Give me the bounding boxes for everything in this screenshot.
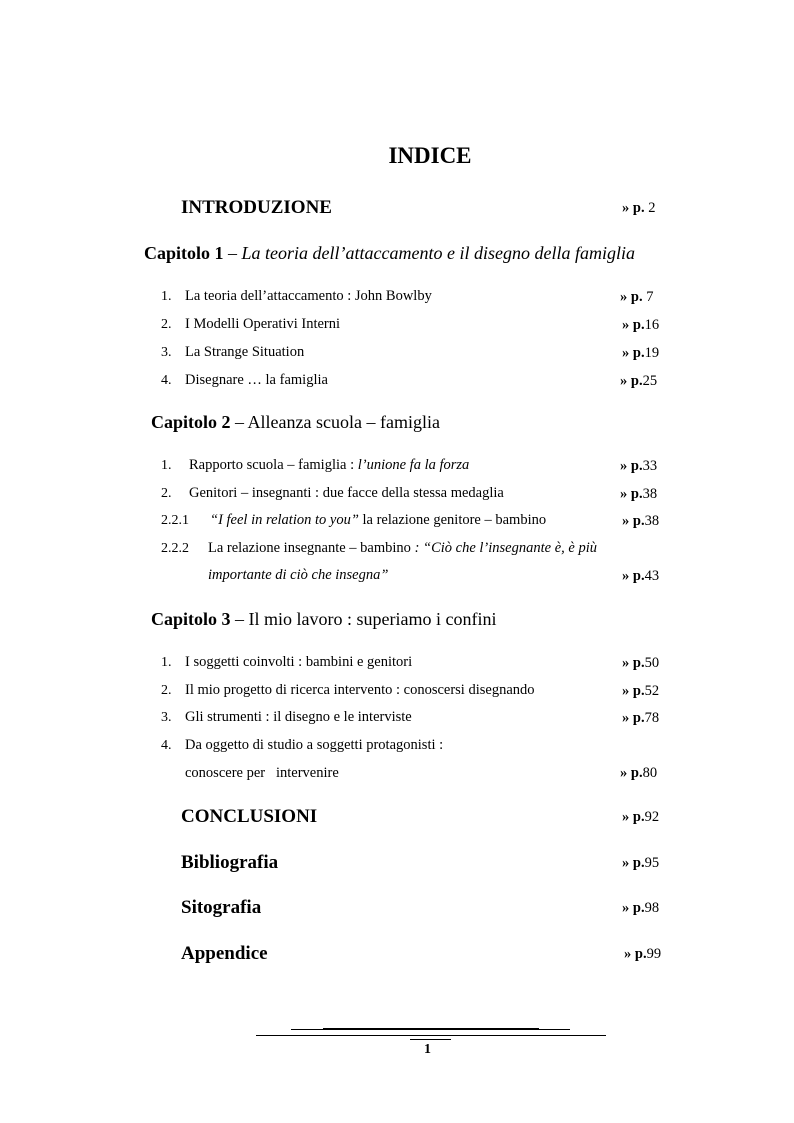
chapter-1-item-number: 1. <box>161 289 172 304</box>
footer-rule-small <box>410 1039 451 1040</box>
page-title: INDICE <box>388 143 472 168</box>
footer-rule-accent <box>323 1028 539 1030</box>
chapter-3-item-page: » p.50 <box>622 655 660 671</box>
bibliografia-page: » p.95 <box>622 855 660 871</box>
intro-label: INTRODUZIONE <box>181 197 332 218</box>
chapter-2-heading: Capitolo 2 – Alleanza scuola – famiglia <box>151 412 440 432</box>
chapter-2-item-number: 2. <box>161 486 172 501</box>
chapter-1-item-title: La Strange Situation <box>185 344 305 360</box>
chapter-1-heading: Capitolo 1 – La teoria dell’attaccamento e il disegno della famiglia <box>144 243 635 263</box>
chapter-3-item-title: Gli strumenti : il disegno e le interviste <box>185 709 412 725</box>
chapter-1-item-title: La teoria dell’attaccamento : John Bowlby <box>185 288 432 304</box>
chapter-1-item-title: Disegnare … la famiglia <box>185 372 328 388</box>
chapter-3-item-number: 3. <box>161 710 172 725</box>
chapter-2-subitem-title: La relazione insegnante – bambino : “Ciò che l’insegnante è, è più <box>208 540 597 556</box>
chapter-1-item-title: I Modelli Operativi Interni <box>185 316 341 332</box>
intro-page: » p. 2 <box>622 200 656 216</box>
sitografia-page: » p.98 <box>622 900 660 916</box>
bibliografia-label: Bibliografia <box>181 852 279 873</box>
chapter-1-item-page: » p. 7 <box>620 289 654 305</box>
chapter-3-item-number: 2. <box>161 683 172 698</box>
appendice-label: Appendice <box>181 943 268 964</box>
chapter-2-item-page: » p.38 <box>620 486 658 502</box>
chapter-1-item-page: » p.16 <box>622 317 660 333</box>
chapter-2-item-page: » p.33 <box>620 458 658 474</box>
chapter-2-subitem-number: 2.2.2 <box>161 541 189 556</box>
chapter-2-subitem-title-cont: importante di ciò che insegna” <box>208 567 389 583</box>
chapter-3-item-page: » p.80 <box>620 765 658 781</box>
chapter-1-item-page: » p.19 <box>622 345 660 361</box>
conclusioni-label: CONCLUSIONI <box>181 806 318 827</box>
sitografia-label: Sitografia <box>181 897 262 918</box>
chapter-1-item-number: 2. <box>161 317 172 332</box>
chapter-1-item-number: 4. <box>161 373 172 388</box>
chapter-3-item-title-cont: conoscere per intervenire <box>185 765 339 781</box>
chapter-2-subitem-number: 2.2.1 <box>161 513 189 528</box>
chapter-2-item-number: 1. <box>161 458 172 473</box>
chapter-2-subitem-page: » p.43 <box>622 568 660 584</box>
chapter-3-item-page: » p.78 <box>622 710 660 726</box>
chapter-2-item-title: Genitori – insegnanti : due facce della stessa medaglia <box>189 485 504 501</box>
chapter-3-item-number: 4. <box>161 738 172 753</box>
chapter-3-item-title: Il mio progetto di ricerca intervento : conoscersi disegnando <box>185 682 535 698</box>
chapter-2-item-title: Rapporto scuola – famiglia : l’unione fa la forza <box>189 457 470 473</box>
appendice-page: » p.99 <box>624 946 662 962</box>
chapter-3-item-page: » p.52 <box>622 683 660 699</box>
chapter-3-item-number: 1. <box>161 655 172 670</box>
chapter-1-item-page: » p.25 <box>620 373 658 389</box>
page-number: 1 <box>424 1042 431 1057</box>
chapter-3-item-title: Da oggetto di studio a soggetti protagonisti : <box>185 737 444 753</box>
chapter-3-item-title: I soggetti coinvolti : bambini e genitori <box>185 654 413 670</box>
chapter-3-heading: Capitolo 3 – Il mio lavoro : superiamo i confini <box>151 609 497 629</box>
conclusioni-page: » p.92 <box>622 809 660 825</box>
chapter-2-subitem-title: “I feel in relation to you” la relazione genitore – bambino <box>210 512 547 528</box>
footer-rule-main <box>256 1035 606 1036</box>
chapter-1-item-number: 3. <box>161 345 172 360</box>
chapter-2-subitem-page: » p.38 <box>622 513 660 529</box>
